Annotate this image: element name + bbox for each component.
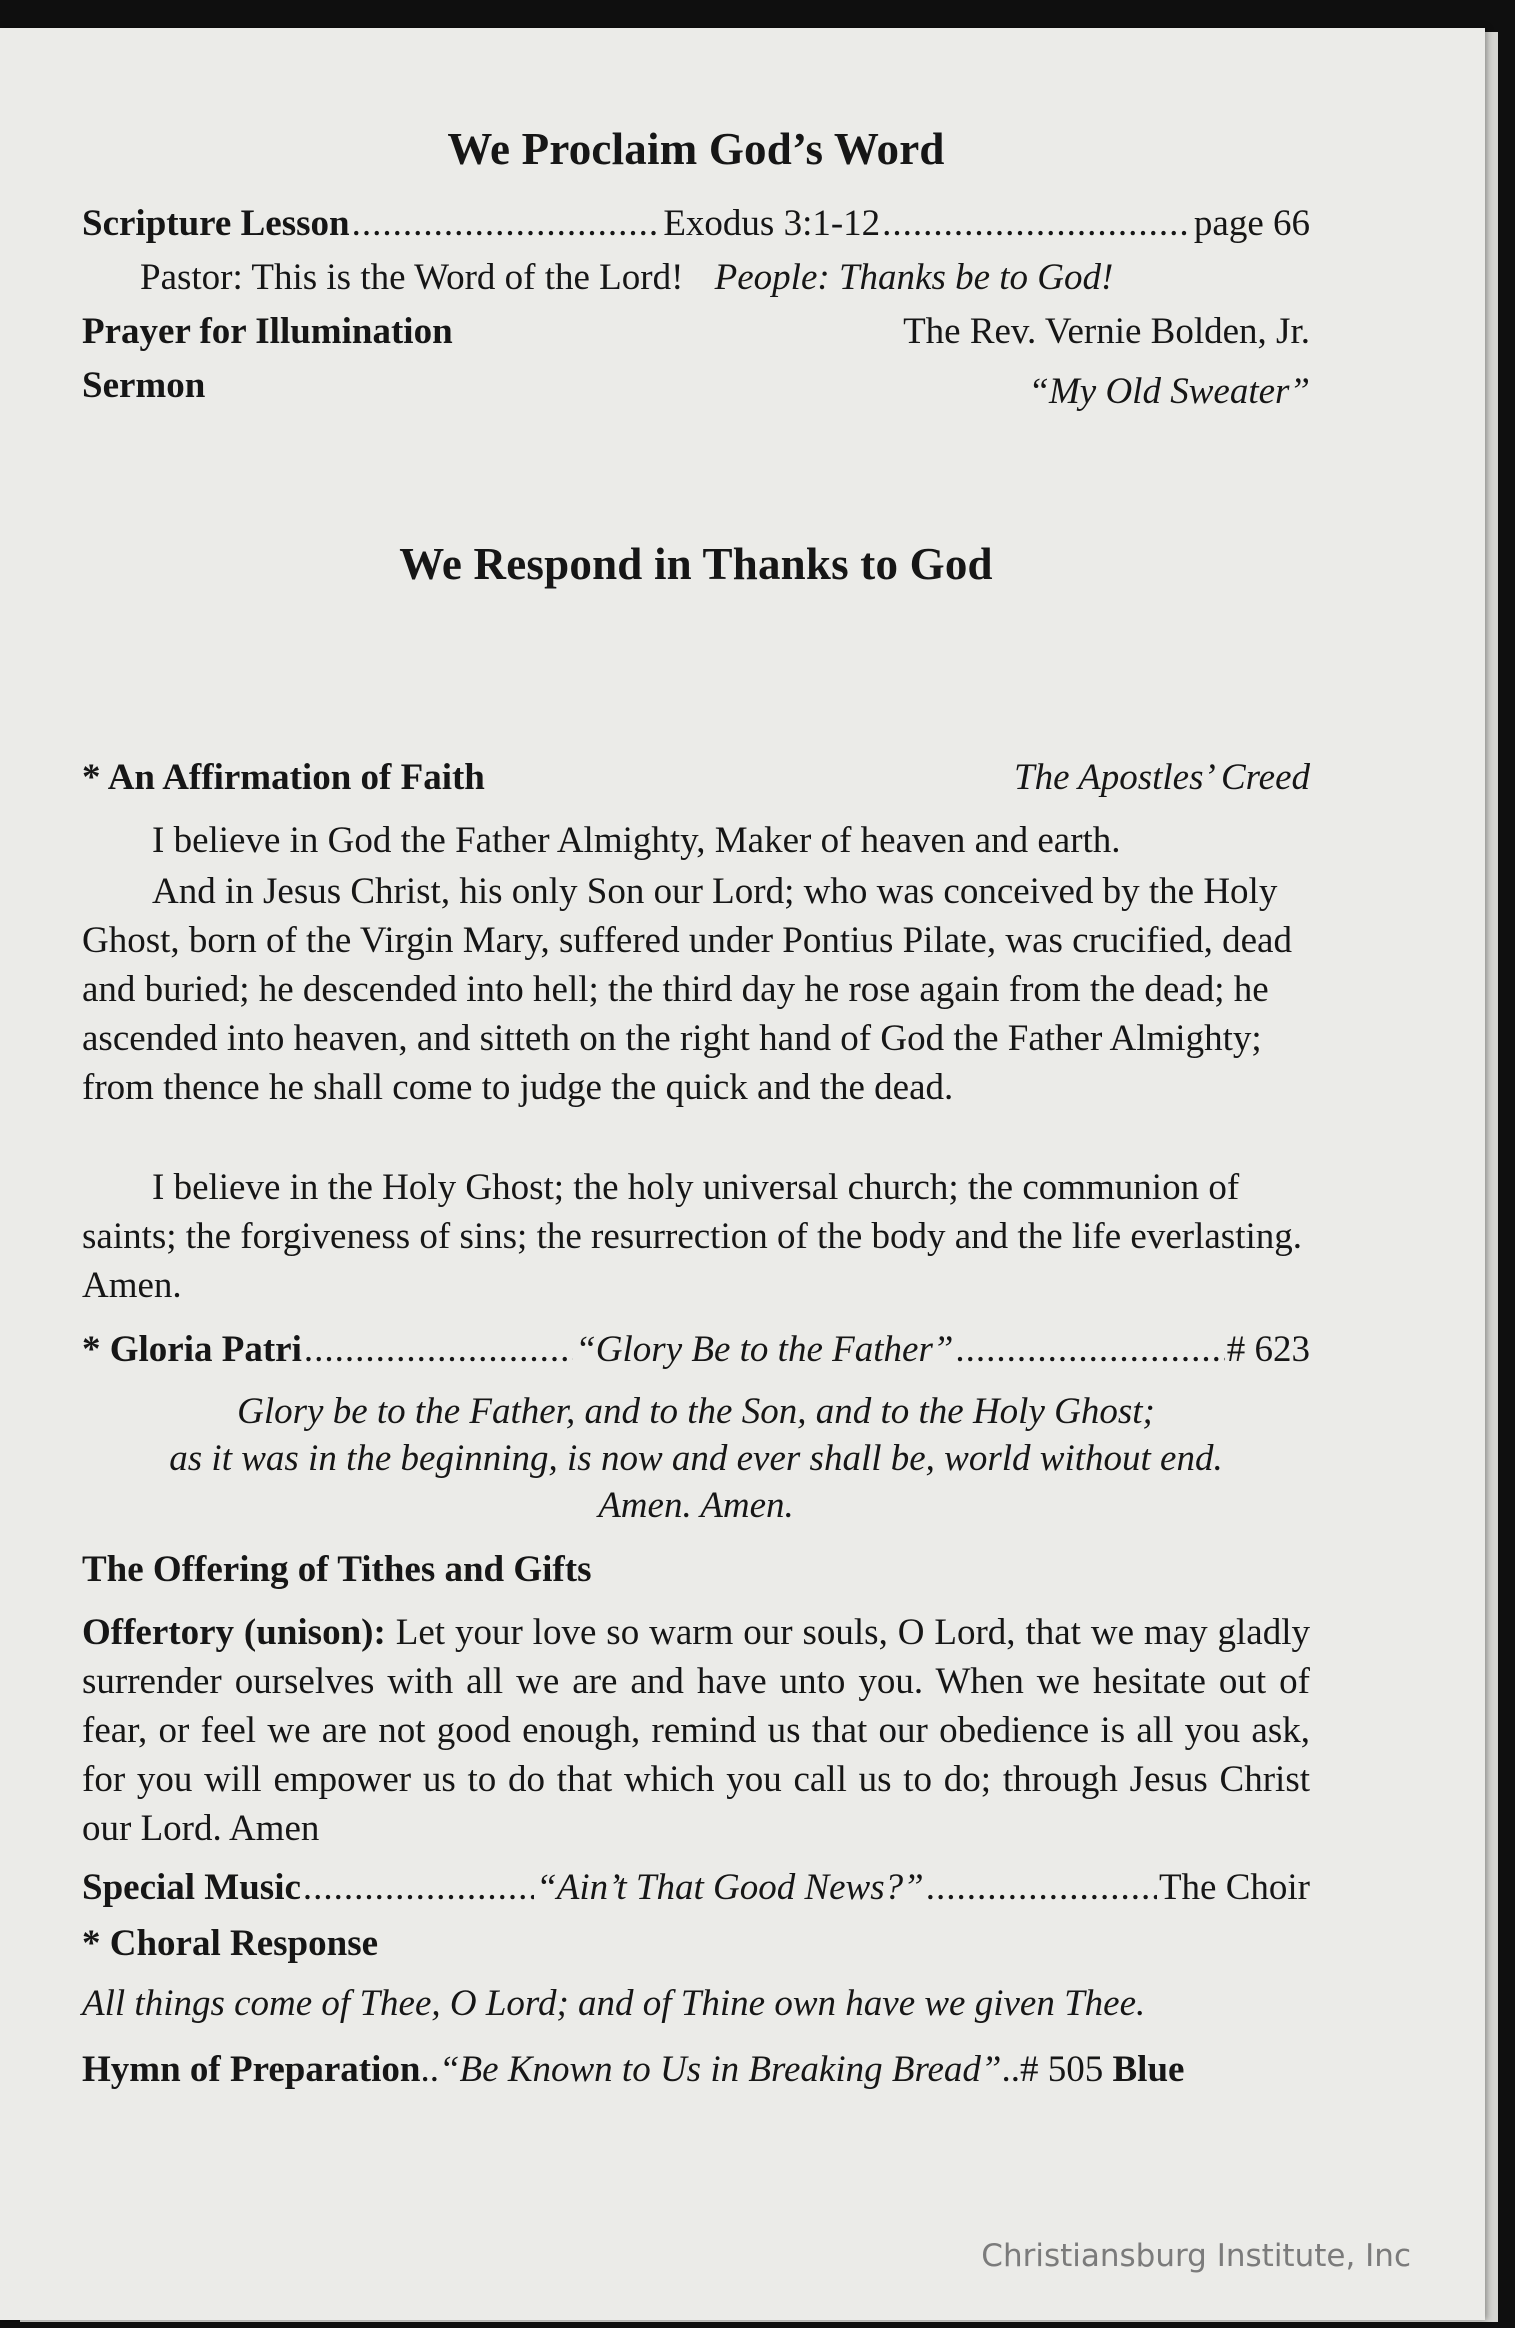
gloria-line-3: Amen. Amen. [598,1485,794,1526]
call-response-row [82,254,1310,302]
prayer-leader: The Rev. Vernie Bolden, Jr. [903,311,1310,352]
dot-leader [926,1864,1157,1912]
special-music-label: Special Music [82,1867,301,1908]
creed-paragraph-2: And in Jesus Christ, his only Son our Lord; who was conceived by the Holy Ghost, born of the Virgin Mary, suffered under Pontius Pilate, was crucified, dead and buried; he descended into hell; the third day he rose again from the dead; he ascended into heaven, and sitteth on the right hand of God the Father Almighty; from thence he shall come to judge the quick and the dead. [82,871,1292,1108]
sermon-row [82,362,1310,410]
special-music-performer: The Choir [1158,1867,1310,1908]
choral-response-text: All things come of Thee, O Lord; and of Thine own have we given Thee. [82,1983,1146,2024]
creed-paragraph-3: I believe in the Holy Ghost; the holy universal church; the communion of saints; the forgiveness of sins; the resurrection of the body and the life everlasting. Amen. [82,1167,1303,1306]
section-title-respond: We Respond in Thanks to God [399,539,993,589]
hymn-number: # 505 [1019,2049,1104,2090]
gloria-title: “Glory Be to the Father” [575,1329,954,1370]
prayer-row [82,308,1310,356]
offertory-paragraph [82,1608,1310,1853]
choral-response-label: * Choral Response [82,1923,379,1964]
offertory-text: Let your love so warm our souls, O Lord, that we may gladly surrender ourselves with all we are and have unto you. When we hesitate out of fear, or feel we are not good enough, remind us that our obedience is all you ask, for you will empower us to do that which you call us to do; through Jesus Christ our Lord. Amen [82,1612,1311,1849]
dot-leader [882,200,1192,248]
affirmation-label: * An Affirmation of Faith [82,757,485,798]
gloria-line-2: as it was in the beginning, is now and ever shall be, world without end. [169,1438,1223,1479]
dot-leader [303,1864,534,1912]
gloria-lyrics [82,1388,1310,1529]
sermon-label: Sermon [82,365,206,406]
affirmation-row [82,754,1310,802]
offertory-label: Offertory (unison): [82,1612,386,1653]
creed-paragraph-1: I believe in God the Father Almighty, Maker of heaven and earth. [152,820,1121,861]
pastor-line: Pastor: This is the Word of the Lord! [140,257,684,298]
gloria-line-1: Glory be to the Father, and to the Son, and to the Holy Ghost; [237,1391,1155,1432]
dot-leader [304,1326,573,1374]
hymnal-name: Blue [1112,2049,1185,2090]
scripture-lesson-label: Scripture Lesson [82,203,350,244]
people-line: People: Thanks be to God! [714,257,1114,298]
gloria-label: * Gloria Patri [82,1329,302,1370]
hymn-dots-2: .. [1001,2049,1020,2090]
hymn-row [82,2046,1310,2094]
scripture-page: page 66 [1193,203,1310,244]
hymn-title: “Be Known to Us in Breaking Bread” [438,2049,1002,2090]
scripture-lesson-row [82,200,1310,248]
special-music-title: “Ain’t That Good News?” [536,1867,924,1908]
hymn-dots-1: .. [420,2049,439,2090]
special-music-row [82,1864,1310,1912]
dot-leader [352,200,662,248]
affirmation-name: The Apostles’ Creed [1014,757,1310,798]
gloria-number: # 623 [1226,1329,1311,1370]
dot-leader [955,1326,1224,1374]
hymn-label: Hymn of Preparation [82,2049,421,2090]
sermon-title: “My Old Sweater” [1028,371,1310,412]
offering-heading: The Offering of Tithes and Gifts [82,1549,592,1590]
section-title-proclaim: We Proclaim God’s Word [447,124,945,174]
scripture-reading: Exodus 3:1-12 [663,203,881,244]
prayer-label: Prayer for Illumination [82,311,453,352]
watermark-text: Christiansburg Institute, Inc [981,2238,1411,2274]
gloria-patri-row [82,1326,1310,1374]
bulletin-page [0,28,1485,2320]
